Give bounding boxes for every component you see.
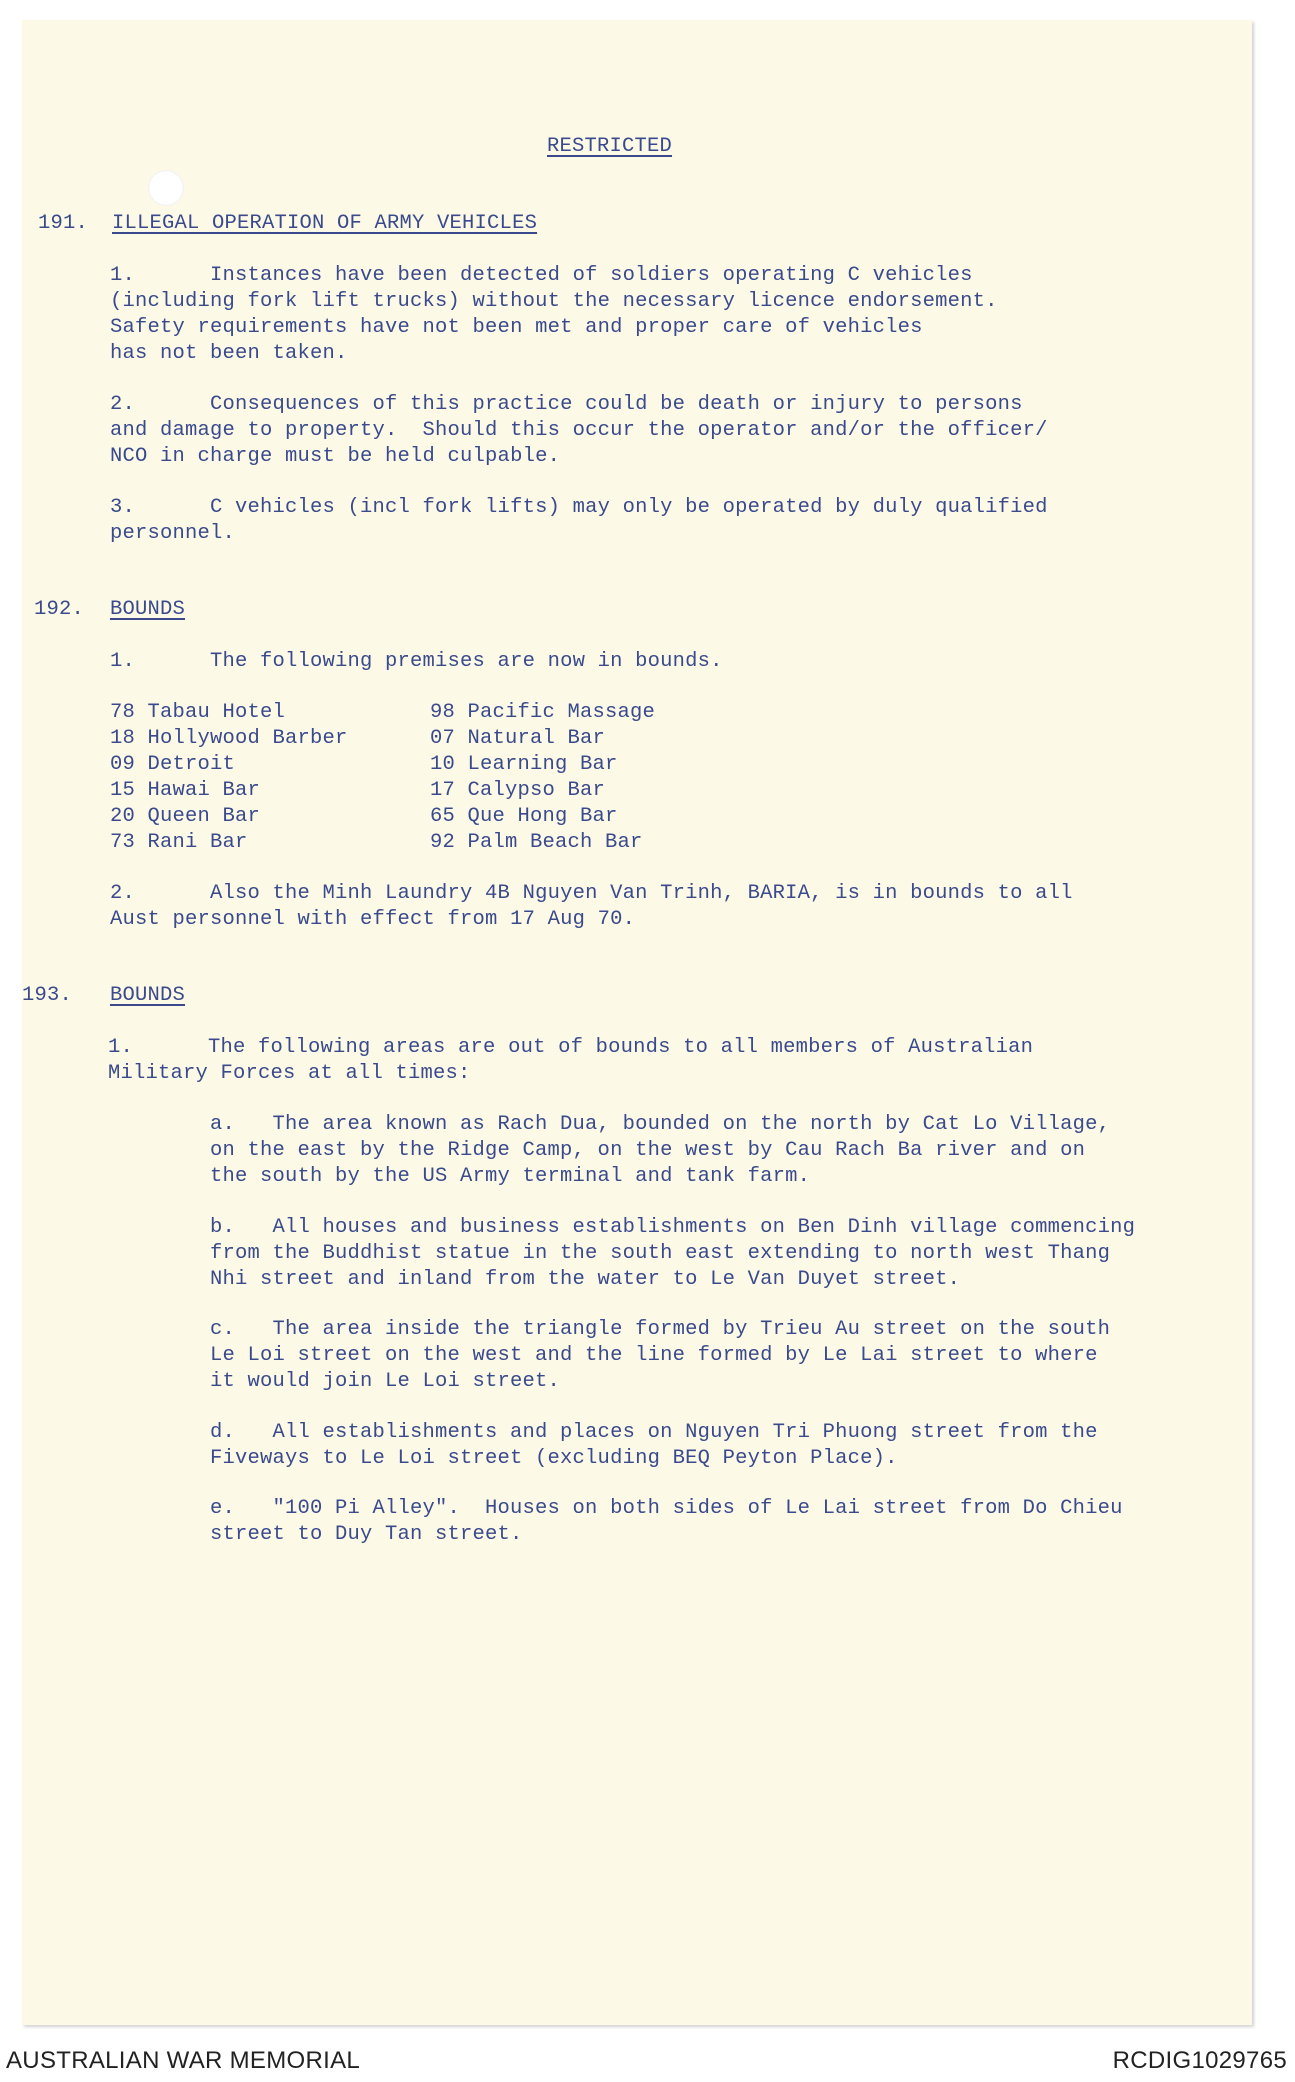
- item-193-number: 193.: [22, 984, 73, 1007]
- item-193-sub-e-line-2: street to Duy Tan street.: [210, 1523, 523, 1546]
- item-192-para-2-line-2: Aust personnel with effect from 17 Aug 70.: [110, 908, 636, 931]
- premise-left-1: 78 Tabau Hotel: [110, 701, 286, 724]
- item-191-para-2-line-3: NCO in charge must be held culpable.: [110, 445, 561, 468]
- footer-archive-name: AUSTRALIAN WAR MEMORIAL: [6, 2047, 361, 2074]
- item-191-heading: ILLEGAL OPERATION OF ARMY VEHICLES: [112, 212, 538, 235]
- premise-right-1: 98 Pacific Massage: [430, 701, 656, 724]
- premise-right-2: 07 Natural Bar: [430, 727, 606, 750]
- premise-right-3: 10 Learning Bar: [430, 753, 618, 776]
- footer-record-id: RCDIG1029765: [1112, 2047, 1287, 2074]
- item-193-sub-c-line-3: it would join Le Loi street.: [210, 1370, 561, 1393]
- item-193-sub-a-line-1: a. The area known as Rach Dua, bounded on the north by Cat Lo Village,: [210, 1113, 1111, 1136]
- premise-left-3: 09 Detroit: [110, 753, 236, 776]
- item-193-sub-a-line-2: on the east by the Ridge Camp, on the west by Cau Rach Ba river and on: [210, 1139, 1086, 1162]
- item-191-para-2-line-2: and damage to property. Should this occur the operator and/or the officer/: [110, 419, 1048, 442]
- item-191-para-1-line-4: has not been taken.: [110, 342, 348, 365]
- punch-hole: [148, 170, 184, 206]
- item-193-sub-d-line-1: d. All establishments and places on Nguyen Tri Phuong street from the: [210, 1421, 1098, 1444]
- premise-left-5: 20 Queen Bar: [110, 805, 261, 828]
- item-193-intro-line-2: Military Forces at all times:: [108, 1062, 471, 1085]
- premise-left-4: 15 Hawai Bar: [110, 779, 261, 802]
- item-193-sub-b-line-2: from the Buddhist statue in the south east extending to north west Thang: [210, 1242, 1111, 1265]
- item-192-number: 192.: [34, 598, 85, 621]
- item-193-sub-c-line-2: Le Loi street on the west and the line formed by Le Lai street to where: [210, 1344, 1098, 1367]
- item-193-sub-e-line-1: e. "100 Pi Alley". Houses on both sides of Le Lai street from Do Chieu: [210, 1497, 1123, 1520]
- item-193-heading: BOUNDS: [110, 984, 186, 1007]
- item-191-para-1-line-3: Safety requirements have not been met and proper care of vehicles: [110, 316, 923, 339]
- item-192-heading: BOUNDS: [110, 598, 186, 621]
- item-193-sub-a-line-3: the south by the US Army terminal and tank farm.: [210, 1165, 811, 1188]
- item-191-para-2-line-1: 2. Consequences of this practice could be death or injury to persons: [110, 393, 1023, 416]
- premise-right-6: 92 Palm Beach Bar: [430, 831, 643, 854]
- item-193-sub-b-line-1: b. All houses and business establishments on Ben Dinh village commencing: [210, 1216, 1136, 1239]
- item-193-sub-c-line-1: c. The area inside the triangle formed by Trieu Au street on the south: [210, 1318, 1111, 1341]
- premise-right-5: 65 Que Hong Bar: [430, 805, 618, 828]
- item-192-intro: 1. The following premises are now in bounds.: [110, 650, 723, 673]
- item-192-para-2-line-1: 2. Also the Minh Laundry 4B Nguyen Van Trinh, BARIA, is in bounds to all: [110, 882, 1073, 905]
- item-191-para-1-line-1: 1. Instances have been detected of soldiers operating C vehicles: [110, 264, 973, 287]
- classification-header: RESTRICTED: [547, 135, 673, 158]
- premise-left-2: 18 Hollywood Barber: [110, 727, 348, 750]
- premise-left-6: 73 Rani Bar: [110, 831, 248, 854]
- item-191-para-3-line-1: 3. C vehicles (incl fork lifts) may only be operated by duly qualified: [110, 496, 1048, 519]
- item-191-para-1-line-2: (including fork lift trucks) without the necessary licence endorsement.: [110, 290, 998, 313]
- item-193-sub-d-line-2: Fiveways to Le Loi street (excluding BEQ Peyton Place).: [210, 1447, 898, 1470]
- item-193-intro-line-1: 1. The following areas are out of bounds to all members of Australian: [108, 1036, 1034, 1059]
- premise-right-4: 17 Calypso Bar: [430, 779, 606, 802]
- item-191-para-3-line-2: personnel.: [110, 522, 236, 545]
- item-191-number: 191.: [38, 212, 89, 235]
- item-193-sub-b-line-3: Nhi street and inland from the water to Le Van Duyet street.: [210, 1268, 961, 1291]
